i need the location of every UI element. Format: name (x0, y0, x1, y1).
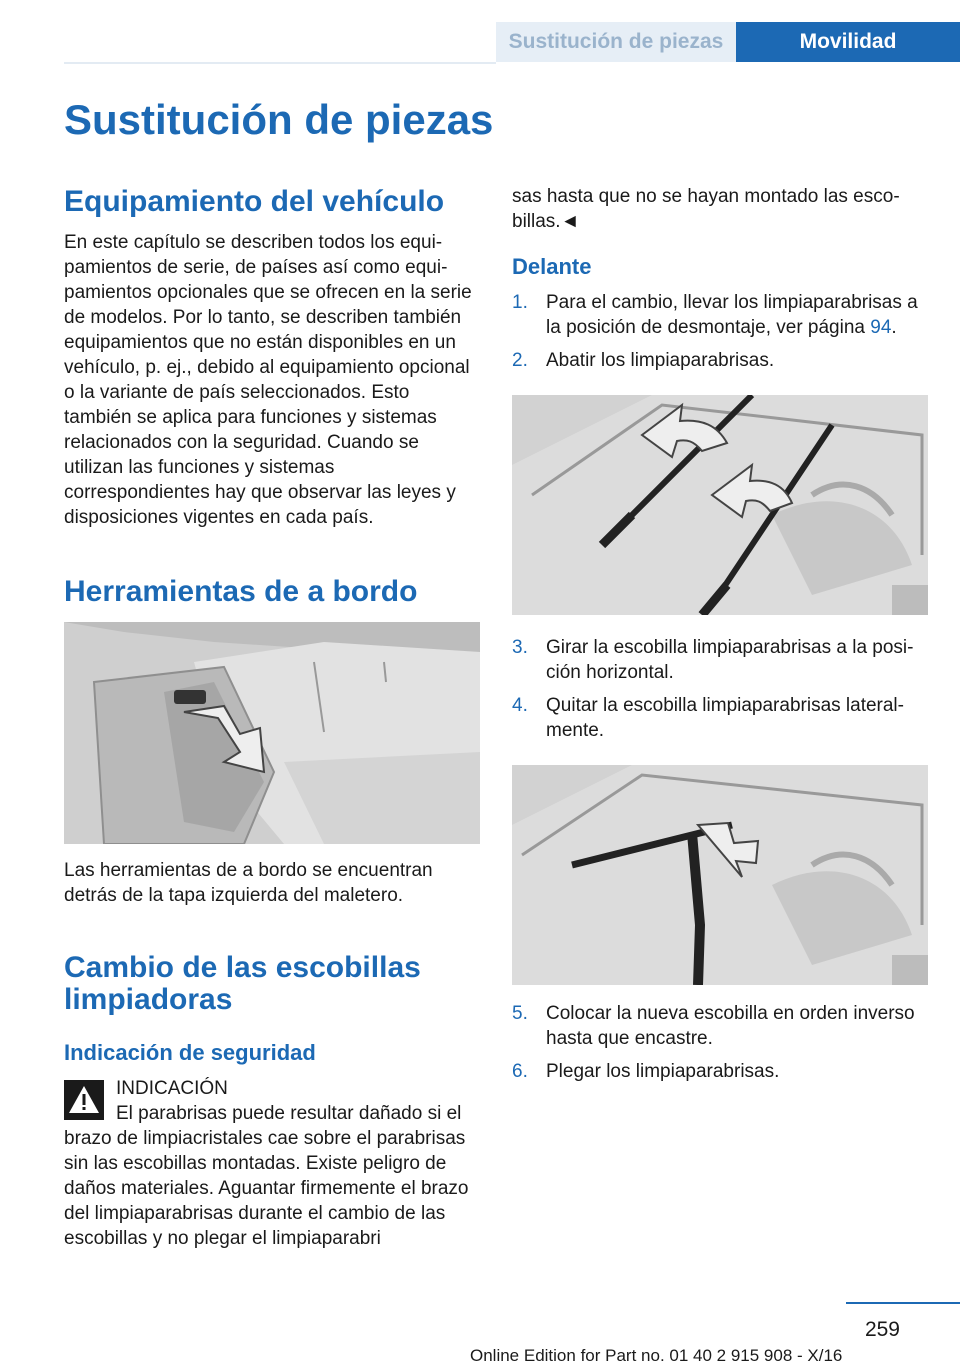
step-number: 2. (512, 350, 528, 371)
step-number: 1. (512, 292, 528, 313)
page-number: 259 (864, 1318, 900, 1341)
list-item (512, 348, 930, 373)
wiper-fold-illustration (512, 395, 928, 615)
header-chapter-tab[interactable]: Movilidad (736, 22, 960, 62)
warning-title: INDICACIÓN (116, 1078, 228, 1099)
list-item (512, 1001, 930, 1051)
page-title: Sustitución de piezas (64, 96, 494, 143)
header-section-tab[interactable]: Sustitución de piezas (496, 22, 736, 62)
right-column (512, 184, 930, 1084)
step-text: Colocar la nueva escobilla en orden inverso hasta que encastre. (546, 1003, 915, 1049)
steps-list-b (512, 635, 930, 743)
tools-paragraph: Las herramientas de a bordo se encuentran detrás de la tapa izquierda del maletero. (64, 860, 433, 906)
equipment-heading: Equipamiento del vehículo (64, 185, 445, 218)
front-heading: Delante (512, 254, 592, 279)
list-item (512, 693, 930, 743)
wiper-heading: Cambio de las escobillas limpiadoras (64, 951, 421, 1016)
warning-text: El parabrisas puede resultar dañado si el brazo de limpiacristales cae sobre el parabrisas sin las escobillas montadas. Existe peligro de daños materiales. Aguantar firmemente el brazo del limpiaparabrisas durante el cambio de las escobillas y no plegar el limpiaparabri (64, 1103, 469, 1249)
equipment-paragraph: En este capítulo se describen todos los equipamientos de serie, de países así como equipamientos opcionales que se ofrecen en la serie de modelos. Por lo tanto, se describen también equipamientos que no están disponibles en un vehículo, p. ej., debido al equipamiento opcional o la variante de país seleccionados. Esto también se aplica para funciones y sistemas relacionados con la seguridad. Cuando se utilizan las funciones y sistemas correspondientes hay que observar las leyes y disposiciones vigentes en cada país. (64, 232, 472, 528)
wiper-fold-figure (512, 395, 928, 615)
step-text: Girar la escobilla limpiaparabrisas a la posición horizontal. (546, 637, 914, 683)
trunk-illustration (64, 622, 480, 844)
warning-triangle-icon (64, 1080, 104, 1120)
warning-notice (64, 1076, 482, 1251)
wiper-remove-illustration (512, 765, 928, 985)
tools-heading: Herramientas de a bordo (64, 575, 418, 608)
step-number: 6. (512, 1061, 528, 1082)
safety-heading: Indicación de seguridad (64, 1040, 316, 1065)
step-number: 3. (512, 637, 528, 658)
step-number: 4. (512, 695, 528, 716)
steps-list-c (512, 1001, 930, 1084)
wiper-remove-figure (512, 765, 928, 985)
list-item (512, 1059, 930, 1084)
edition-note: Online Edition for Part no. 01 40 2 915 908 - X/16 (470, 1346, 843, 1362)
page-reference-link[interactable]: 94 (870, 317, 892, 338)
continued-paragraph: sas hasta que no se hayan montado las escobillas.◄ (512, 186, 900, 232)
step-text: Plegar los limpiaparabrisas. (546, 1061, 780, 1082)
footer-rule (846, 1302, 960, 1304)
trunk-figure (64, 622, 480, 844)
steps-list-a (512, 290, 930, 373)
list-item (512, 290, 930, 340)
step-text: Quitar la escobilla limpiaparabrisas lateralmente. (546, 695, 904, 741)
step-number: 5. (512, 1003, 528, 1024)
running-header (0, 22, 960, 62)
left-column (64, 184, 482, 1251)
step-text: Para el cambio, llevar los limpiaparabrisas a la posición de desmontaje, ver página (546, 292, 918, 338)
step-text: Abatir los limpiaparabrisas. (546, 350, 775, 371)
list-item (512, 635, 930, 685)
header-rule (64, 62, 496, 64)
step-suffix: . (891, 317, 897, 338)
